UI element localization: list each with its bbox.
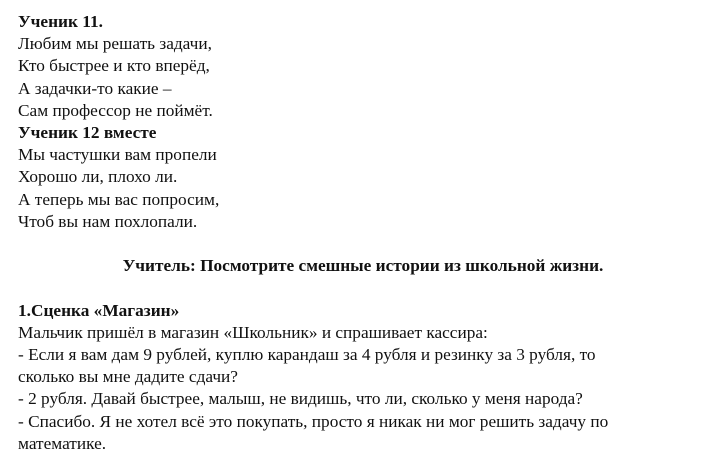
verse-line: Кто быстрее и кто вперёд, [18, 56, 210, 76]
verse-line: Хорошо ли, плохо ли. [18, 167, 178, 187]
verse-line: Чтоб вы нам похлопали. [18, 211, 198, 231]
scene-line: - 2 рубля. Давай быстрее, малыш, не видишь, что ли, сколько у меня народа? [18, 389, 583, 409]
verse-line: Сам профессор не поймёт. [18, 100, 213, 120]
blank-line [18, 277, 708, 299]
teacher-line: Учитель: Посмотрите смешные истории из школьной жизни. [122, 256, 604, 276]
scene-line: математике. [18, 433, 107, 453]
verse-line: Любим мы решать задачи, [18, 34, 212, 54]
blank-line [18, 233, 708, 255]
scene-line: - Спасибо. Я не хотел всё это покупать, просто я никак ни мог решить задачу по [18, 411, 609, 431]
scene-line: - Если я вам дам 9 рублей, куплю карандаш за 4 рубля и резинку за 3 рубля, то [18, 345, 596, 365]
document-page [18, 11, 708, 455]
scene-title: 1.Сценка «Магазин» [18, 300, 180, 320]
verse-line: А теперь мы вас попросим, [18, 189, 220, 209]
scene-line: сколько вы мне дадите сдачи? [18, 367, 238, 387]
speaker-heading-11: Ученик 11. [18, 12, 103, 31]
speaker-heading-12: Ученик 12 вместе [18, 123, 157, 143]
verse-line: Мы частушки вам пропели [18, 145, 217, 165]
verse-line: А задачки-то какие – [18, 78, 172, 98]
scene-line: Мальчик пришёл в магазин «Школьник» и спрашивает кассира: [18, 322, 488, 342]
